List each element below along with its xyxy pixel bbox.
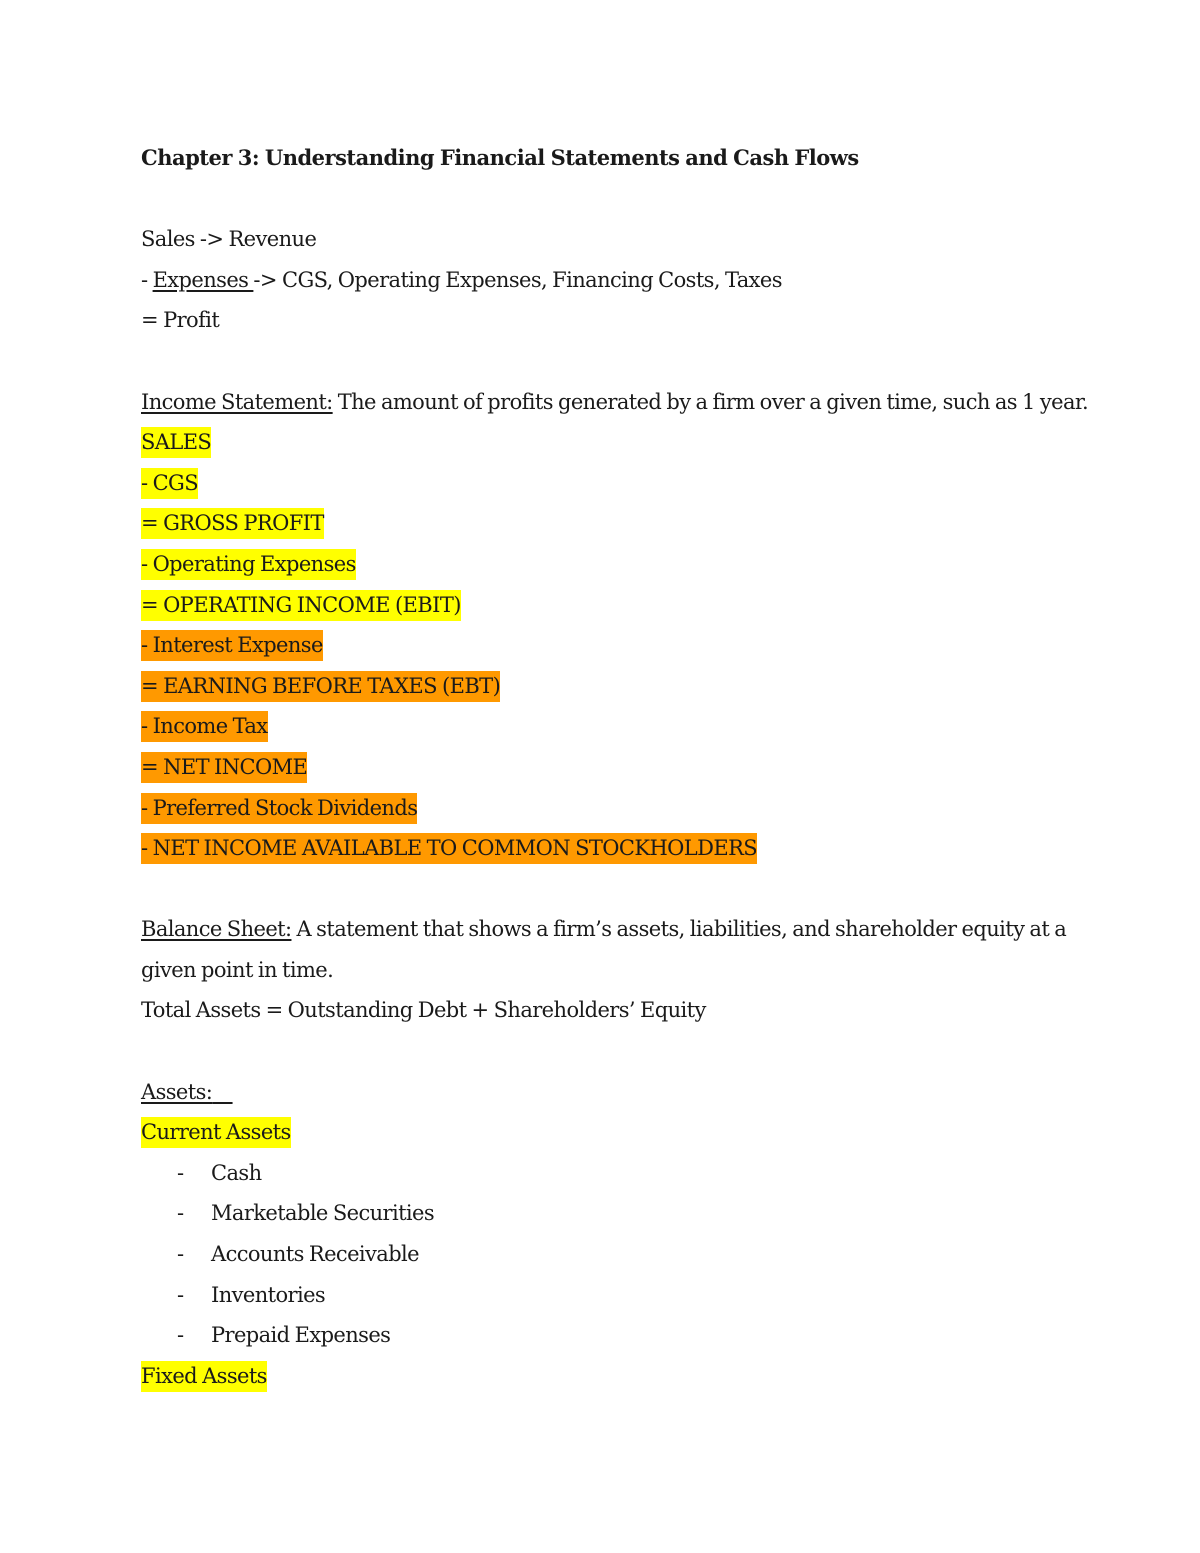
list-item: [141, 1275, 1101, 1316]
document-page: [141, 138, 1101, 1396]
bullet-dash: -: [177, 1201, 184, 1226]
intro-expenses-line: [141, 260, 1101, 301]
assets-label: Assets:: [141, 1079, 213, 1104]
income-item-cgs: - CGS: [141, 468, 198, 499]
income-statement-definition: [141, 382, 1101, 423]
balance-sheet-text: A statement that shows a firm’s assets, liabilities, and shareholder equity at a: [291, 917, 1067, 942]
income-item-preferred-dividends: - Preferred Stock Dividends: [141, 793, 417, 824]
income-item-operating-expenses: - Operating Expenses: [141, 549, 356, 580]
intro-sales-line: Sales -> Revenue: [141, 227, 317, 252]
assets-heading: [141, 1072, 1101, 1113]
intro-expenses-detail: -> CGS, Operating Expenses, Financing Costs, Taxes: [253, 267, 782, 292]
income-statement-text: The amount of profits generated by a firm over a given time, such as 1 year.: [332, 389, 1089, 414]
income-statement-label: Income Statement:: [141, 389, 333, 414]
page-title: Chapter 3: Understanding Financial Statements and Cash Flows: [141, 145, 859, 170]
bullet-dash: -: [177, 1282, 184, 1307]
balance-sheet-definition-cont: given point in time.: [141, 957, 334, 982]
spacer: [141, 179, 1101, 220]
income-item-net-income-common: - NET INCOME AVAILABLE TO COMMON STOCKHOLDERS: [141, 833, 757, 864]
intro-expenses-prefix: -: [141, 267, 153, 292]
spacer: [141, 869, 1101, 910]
income-item-gross-profit: = GROSS PROFIT: [141, 508, 324, 539]
current-asset-prepaid-expenses: Prepaid Expenses: [211, 1323, 391, 1348]
income-item-interest-expense: - Interest Expense: [141, 630, 323, 661]
balance-sheet-equation: Total Assets = Outstanding Debt + Shareholders’ Equity: [141, 998, 706, 1023]
intro-expenses-label: Expenses: [152, 267, 254, 292]
bullet-dash: -: [177, 1323, 184, 1348]
intro-profit-line: = Profit: [141, 308, 220, 333]
current-asset-marketable-securities: Marketable Securities: [211, 1201, 435, 1226]
income-item-net-income: = NET INCOME: [141, 752, 307, 783]
balance-sheet-label: Balance Sheet:: [141, 917, 292, 942]
income-item-ebt: = EARNING BEFORE TAXES (EBT): [141, 671, 500, 702]
current-asset-accounts-receivable: Accounts Receivable: [211, 1242, 419, 1267]
spacer: [141, 341, 1101, 382]
spacer: [141, 1031, 1101, 1072]
income-item-income-tax: - Income Tax: [141, 711, 268, 742]
income-item-operating-income: = OPERATING INCOME (EBIT): [141, 590, 461, 621]
current-asset-cash: Cash: [211, 1160, 262, 1185]
list-item: [141, 1315, 1101, 1356]
current-asset-inventories: Inventories: [211, 1282, 326, 1307]
income-item-sales: SALES: [141, 427, 211, 458]
list-item: [141, 1153, 1101, 1194]
bullet-dash: -: [177, 1242, 184, 1267]
list-item: [141, 1193, 1101, 1234]
fixed-assets-label: Fixed Assets: [141, 1361, 267, 1392]
list-item: [141, 1234, 1101, 1275]
bullet-dash: -: [177, 1160, 184, 1185]
current-assets-label: Current Assets: [141, 1117, 291, 1148]
balance-sheet-definition: [141, 909, 1101, 950]
